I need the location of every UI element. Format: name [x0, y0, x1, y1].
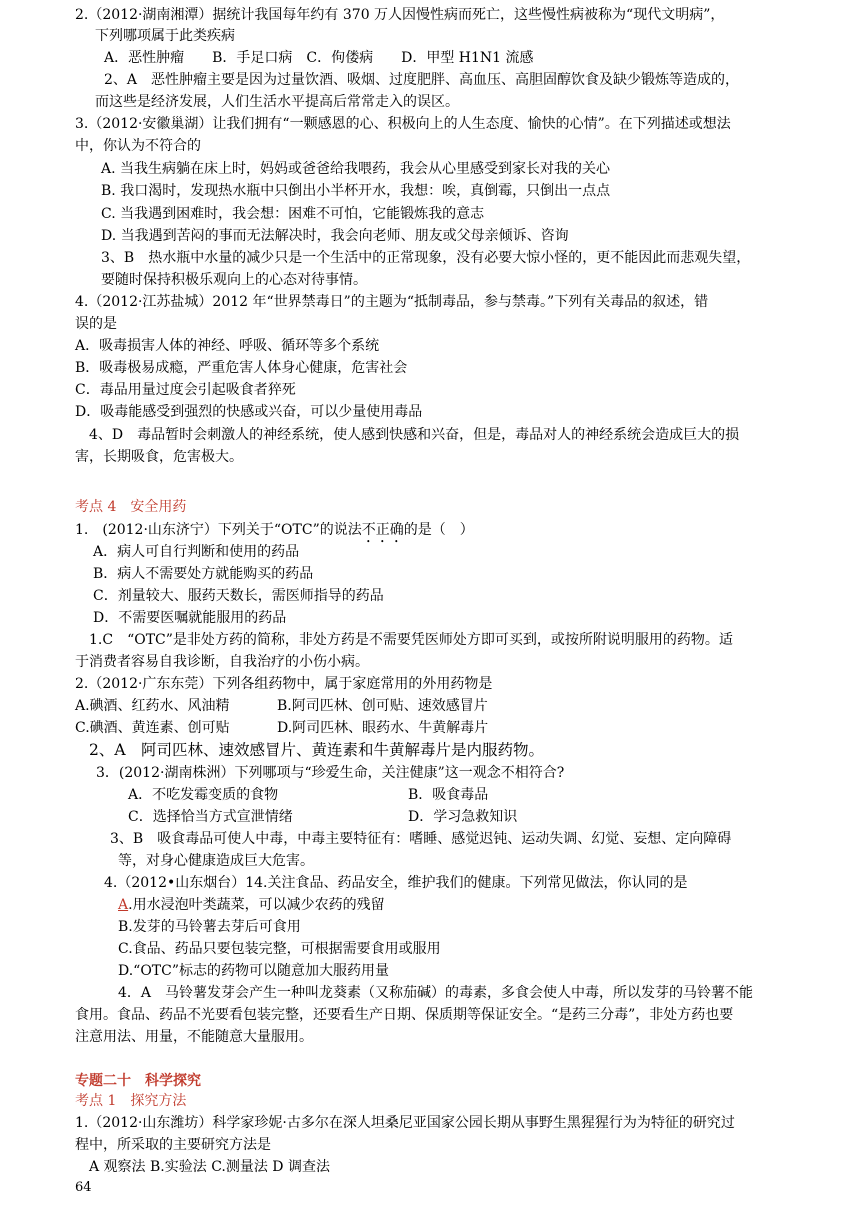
page-number: 64 — [75, 1180, 92, 1195]
question-text: 2.（2012·广东东莞）下列各组药物中，属于家庭常用的外用药物是 — [75, 676, 493, 692]
answer-text: 2、A 阿司匹林、速效感冒片、黄连素和牛黄解毒片是内服药物。 — [89, 741, 545, 759]
emphasis-text: 不正确 — [361, 522, 404, 538]
answer-text: 害，长期吸食，危害极大。 — [75, 449, 243, 465]
option-b: B．病人不需要处方就能购买的药品 — [93, 566, 314, 582]
section-heading: 考点 4 安全用药 — [75, 499, 187, 515]
answer-text: 4、D 毒品暂时会刺激人的神经系统，使人感到快感和兴奋，但是，毒品对人的神经系统会造成巨大的损 — [89, 427, 740, 443]
question-text: 2.（2012·湖南湘潭）据统计我国每年约有 370 万人因慢性病而死亡，这些慢性病被称为“现代文明病”， — [75, 7, 725, 23]
question-text: 1. (2012·山东济宁）下列关于“OTC”的说法不正确的是（ ） — [75, 522, 474, 538]
answer-text: 3、B 吸食毒品可使人中毒，中毒主要特征有：嗜睡、感觉迟钝、运动失调、幻觉、妄想、定向障碍 — [110, 831, 732, 847]
option-b: B．吸食毒品 — [408, 787, 489, 803]
question-text: 程中，所采取的主要研究方法是 — [75, 1137, 271, 1153]
question-text: 4.（2012•山东烟台）14.关注食品、药品安全，维护我们的健康。下列常见做法，你认同的是 — [104, 875, 688, 891]
option-b: B．吸毒极易成瘾，严重危害人体身心健康，危害社会 — [75, 360, 408, 376]
question-text: 下列哪项属于此类疾病 — [95, 28, 235, 44]
option-c: C．剂量较大、服药天数长，需医师指导的药品 — [93, 588, 384, 604]
question-text: 4.（2012·江苏盐城）2012 年“世界禁毒日”的主题为“抵制毒品，参与禁毒。”下列有关毒品的叙述，错 — [75, 294, 709, 310]
question-text: 中，你认为不符合的 — [75, 138, 201, 154]
answer-text: 4．A 马铃薯发芽会产生一种叫龙葵素（又称茄碱）的毒素，多食会使人中毒，所以发芽的马铃薯不能 — [118, 985, 754, 1001]
option-c: C.食品、药品只要包装完整，可根据需要食用或服用 — [118, 941, 441, 957]
option-d: D.阿司匹林、眼药水、牛黄解毒片 — [277, 720, 489, 736]
option-a: A.碘酒、红药水、风油精 — [75, 698, 230, 714]
answer-text: 于消费者容易自我诊断，自我治疗的小伤小病。 — [75, 654, 369, 670]
option-c: C. 当我遇到困难时，我会想：困难不可怕，它能锻炼我的意志 — [101, 206, 485, 222]
option-d: D. 当我遇到苦闷的事而无法解决时，我会向老师、朋友或父母亲倾诉、咨询 — [101, 228, 569, 244]
question-text: 误的是 — [75, 316, 117, 332]
option-letter: A — [118, 897, 129, 913]
answer-text: 而这些是经济发展，人们生活水平提高后常常走入的误区。 — [95, 94, 459, 110]
section-heading: 考点 1 探究方法 — [75, 1093, 187, 1109]
answer-text: 食用。食品、药品不光要看包装完整，还要看生产日期、保质期等保证安全。“是药三分毒”，非处方药也要 — [75, 1007, 734, 1023]
option-b: B. 我口渴时，发现热水瓶中只倒出小半杯开水，我想：唉，真倒霉，只倒出一点点 — [101, 183, 611, 199]
answer-text: 注意用法、用量，不能随意大量服用。 — [75, 1029, 313, 1045]
answer-text: 1.C “OTC”是非处方药的简称，非处方药是不需要凭医师处方即可买到，或按所附说明服用的药物。适 — [89, 632, 733, 648]
option-c: C．选择恰当方式宣泄情绪 — [128, 809, 293, 825]
answer-text: 等，对身心健康造成巨大危害。 — [118, 853, 314, 869]
answer-text: 2、A 恶性肿瘤主要是因为过量饮酒、吸烟、过度肥胖、高血压、高胆固醇饮食及缺少锻炼等造成的， — [104, 72, 740, 88]
topic-heading: 专题二十 科学探究 — [75, 1073, 201, 1089]
option-c: C.碘酒、黄连素、创可贴 — [75, 720, 230, 736]
question-text: 1.（2012·山东潍坊）科学家珍妮·古多尔在深人坦桑尼亚国家公园长期从事野生黑猩猩行为为特征的研究过 — [75, 1115, 735, 1131]
question-text: 3.（2012·安徽巢湖）让我们拥有“一颗感恩的心、积极向上的人生态度、愉快的心情”。在下列描述或想法 — [75, 116, 731, 132]
option-d: D.“OTC”标志的药物可以随意加大服药用量 — [118, 963, 390, 979]
option-a: A. 当我生病躺在床上时，妈妈或爸爸给我喂药，我会从心里感受到家长对我的关心 — [101, 161, 611, 177]
option-a: A．病人可自行判断和使用的药品 — [93, 544, 300, 560]
question-text: 3．(2012·湖南株洲）下列哪项与“珍爱生命，关注健康”这一观念不相符合? — [96, 765, 565, 781]
option-c: C．毒品用量过度会引起吸食者猝死 — [75, 382, 296, 398]
option-d: D．不需要医嘱就能服用的药品 — [93, 610, 287, 626]
options-line: A 观察法 B.实验法 C.测量法 D 调查法 — [89, 1159, 330, 1175]
option-b: B.发芽的马铃薯去芽后可食用 — [118, 919, 301, 935]
option-d: D．吸毒能感受到强烈的快感或兴奋，可以少量使用毒品 — [75, 404, 423, 420]
answer-text: 3、B 热水瓶中水量的减少只是一个生活中的正常现象，没有必要大惊小怪的，更不能因此而悲观失望， — [101, 250, 751, 266]
option-d: D．学习急救知识 — [408, 809, 518, 825]
option-a: A.用水浸泡叶类蔬菜，可以减少农药的残留 — [118, 897, 385, 913]
option-a: A．不吃发霉变质的食物 — [128, 787, 279, 803]
option-b: B.阿司匹林、创可贴、速效感冒片 — [277, 698, 488, 714]
answer-text: 要随时保持积极乐观向上的心态对待事情。 — [101, 272, 367, 288]
options-line: A．恶性肿瘤 B．手足口病 C．佝偻病 D．甲型 H1N1 流感 — [104, 50, 534, 66]
option-a: A．吸毒损害人体的神经、呼吸、循环等多个系统 — [75, 338, 380, 354]
